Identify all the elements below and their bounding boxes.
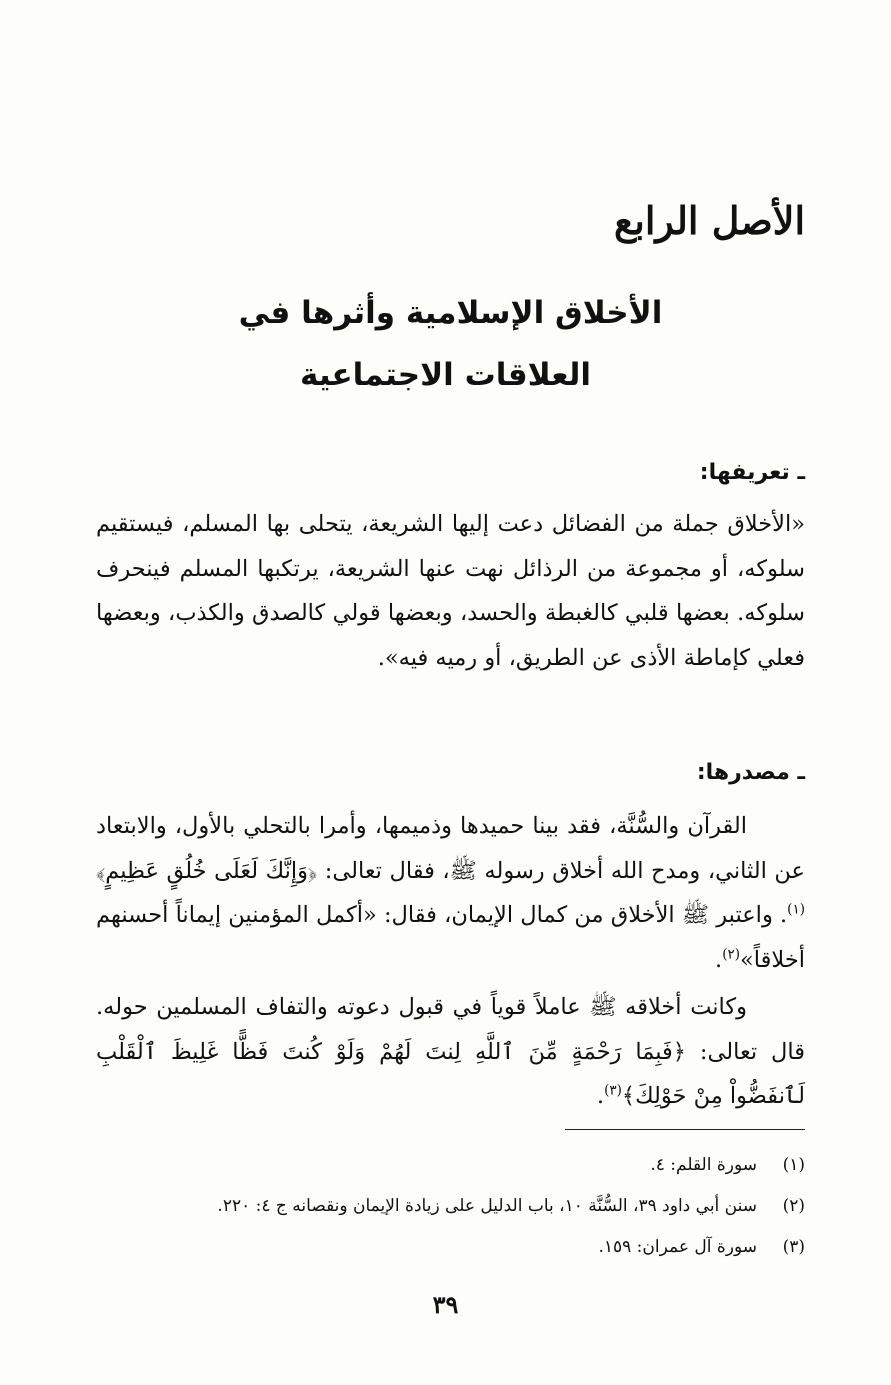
section-heading-definition: ـ تعريفها:	[699, 460, 805, 485]
footnote-text: سورة آل عمران: ١٥٩.	[598, 1237, 757, 1257]
page-number: ٣٩	[432, 1290, 459, 1319]
sources-paragraph	[96, 804, 805, 982]
chapter-label: الأصل الرابع	[614, 198, 805, 243]
footnote-ref-2: (٢)	[722, 946, 741, 962]
sources-text-a: القرآن والسُّنَّة، فقد بينا حميدها وذميمها، وأمرا بالتحلي بالأول، والابتعاد عن الثاني، ومدح الله أخلاق رسوله ﷺ، فقال تعالى: ﴿وَإِنَّكَ لَعَلَى خُلُقٍ عَظِيمٍ﴾	[96, 813, 805, 884]
footnote-mark: (٣)	[782, 1237, 805, 1257]
sources-text-end: .	[715, 946, 723, 973]
footnotes-list	[96, 1145, 805, 1268]
character-paragraph	[96, 985, 805, 1119]
title-line-2: العلاقات الاجتماعية	[300, 357, 591, 393]
section-heading-sources: ـ مصدرها:	[696, 760, 805, 785]
definition-paragraph: «الأخلاق جملة من الفضائل دعت إليها الشريعة، يتحلى بها المسلم، فيستقيم سلوكه، أو مجموعة من الرذائل نهت عنها الشريعة، يرتكبها المسلم فينحرف سلوكه. بعضها قلبي كالغبطة والحسد، وبعضها قولي كالصدق والكذب، وبعضها فعلي كإماطة الأذى عن الطريق، أو رميه فيه».	[96, 511, 805, 671]
character-text: وكانت أخلاقه ﷺ عاملاً قوياً في قبول دعوته والتفاف المسلمين حوله. قال تعالى: ﴿فَبِمَا رَحْمَةٍ مِّنَ ٱللَّهِ لِنتَ لَهُمْ وَلَوْ كُنتَ فَظًّا غَلِيظَ ٱلْقَلْبِ لَٱنفَضُّواْ مِنْ حَوْلِكَ﴾	[96, 994, 805, 1109]
footnote-item	[96, 1145, 805, 1186]
character-text-end: .	[596, 1083, 605, 1109]
title-line-1: الأخلاق الإسلامية وأثرها في	[238, 295, 663, 331]
footnote-item	[96, 1227, 805, 1268]
footnote-ref-1: (١)	[787, 901, 805, 918]
footnote-item	[96, 1186, 805, 1227]
footnote-divider	[565, 1129, 805, 1130]
footnote-text: سورة القلم: ٤.	[650, 1155, 757, 1175]
footnote-text: سنن أبي داود ٣٩، السُّنَّة ١٠، باب الدليل على زيادة الإيمان ونقصانه ج ٤: ٢٢٠.	[217, 1196, 757, 1216]
footnote-ref-3: (٣)	[604, 1082, 622, 1099]
footnote-mark: (٢)	[782, 1196, 805, 1216]
footnote-mark: (١)	[782, 1155, 805, 1175]
page-title	[0, 282, 891, 406]
sources-text-b: . واعتبر ﷺ الأخلاق من كمال الإيمان، فقال: «أكمل المؤمنين إيماناً أحسنهم أخلاقاً»	[96, 902, 805, 973]
